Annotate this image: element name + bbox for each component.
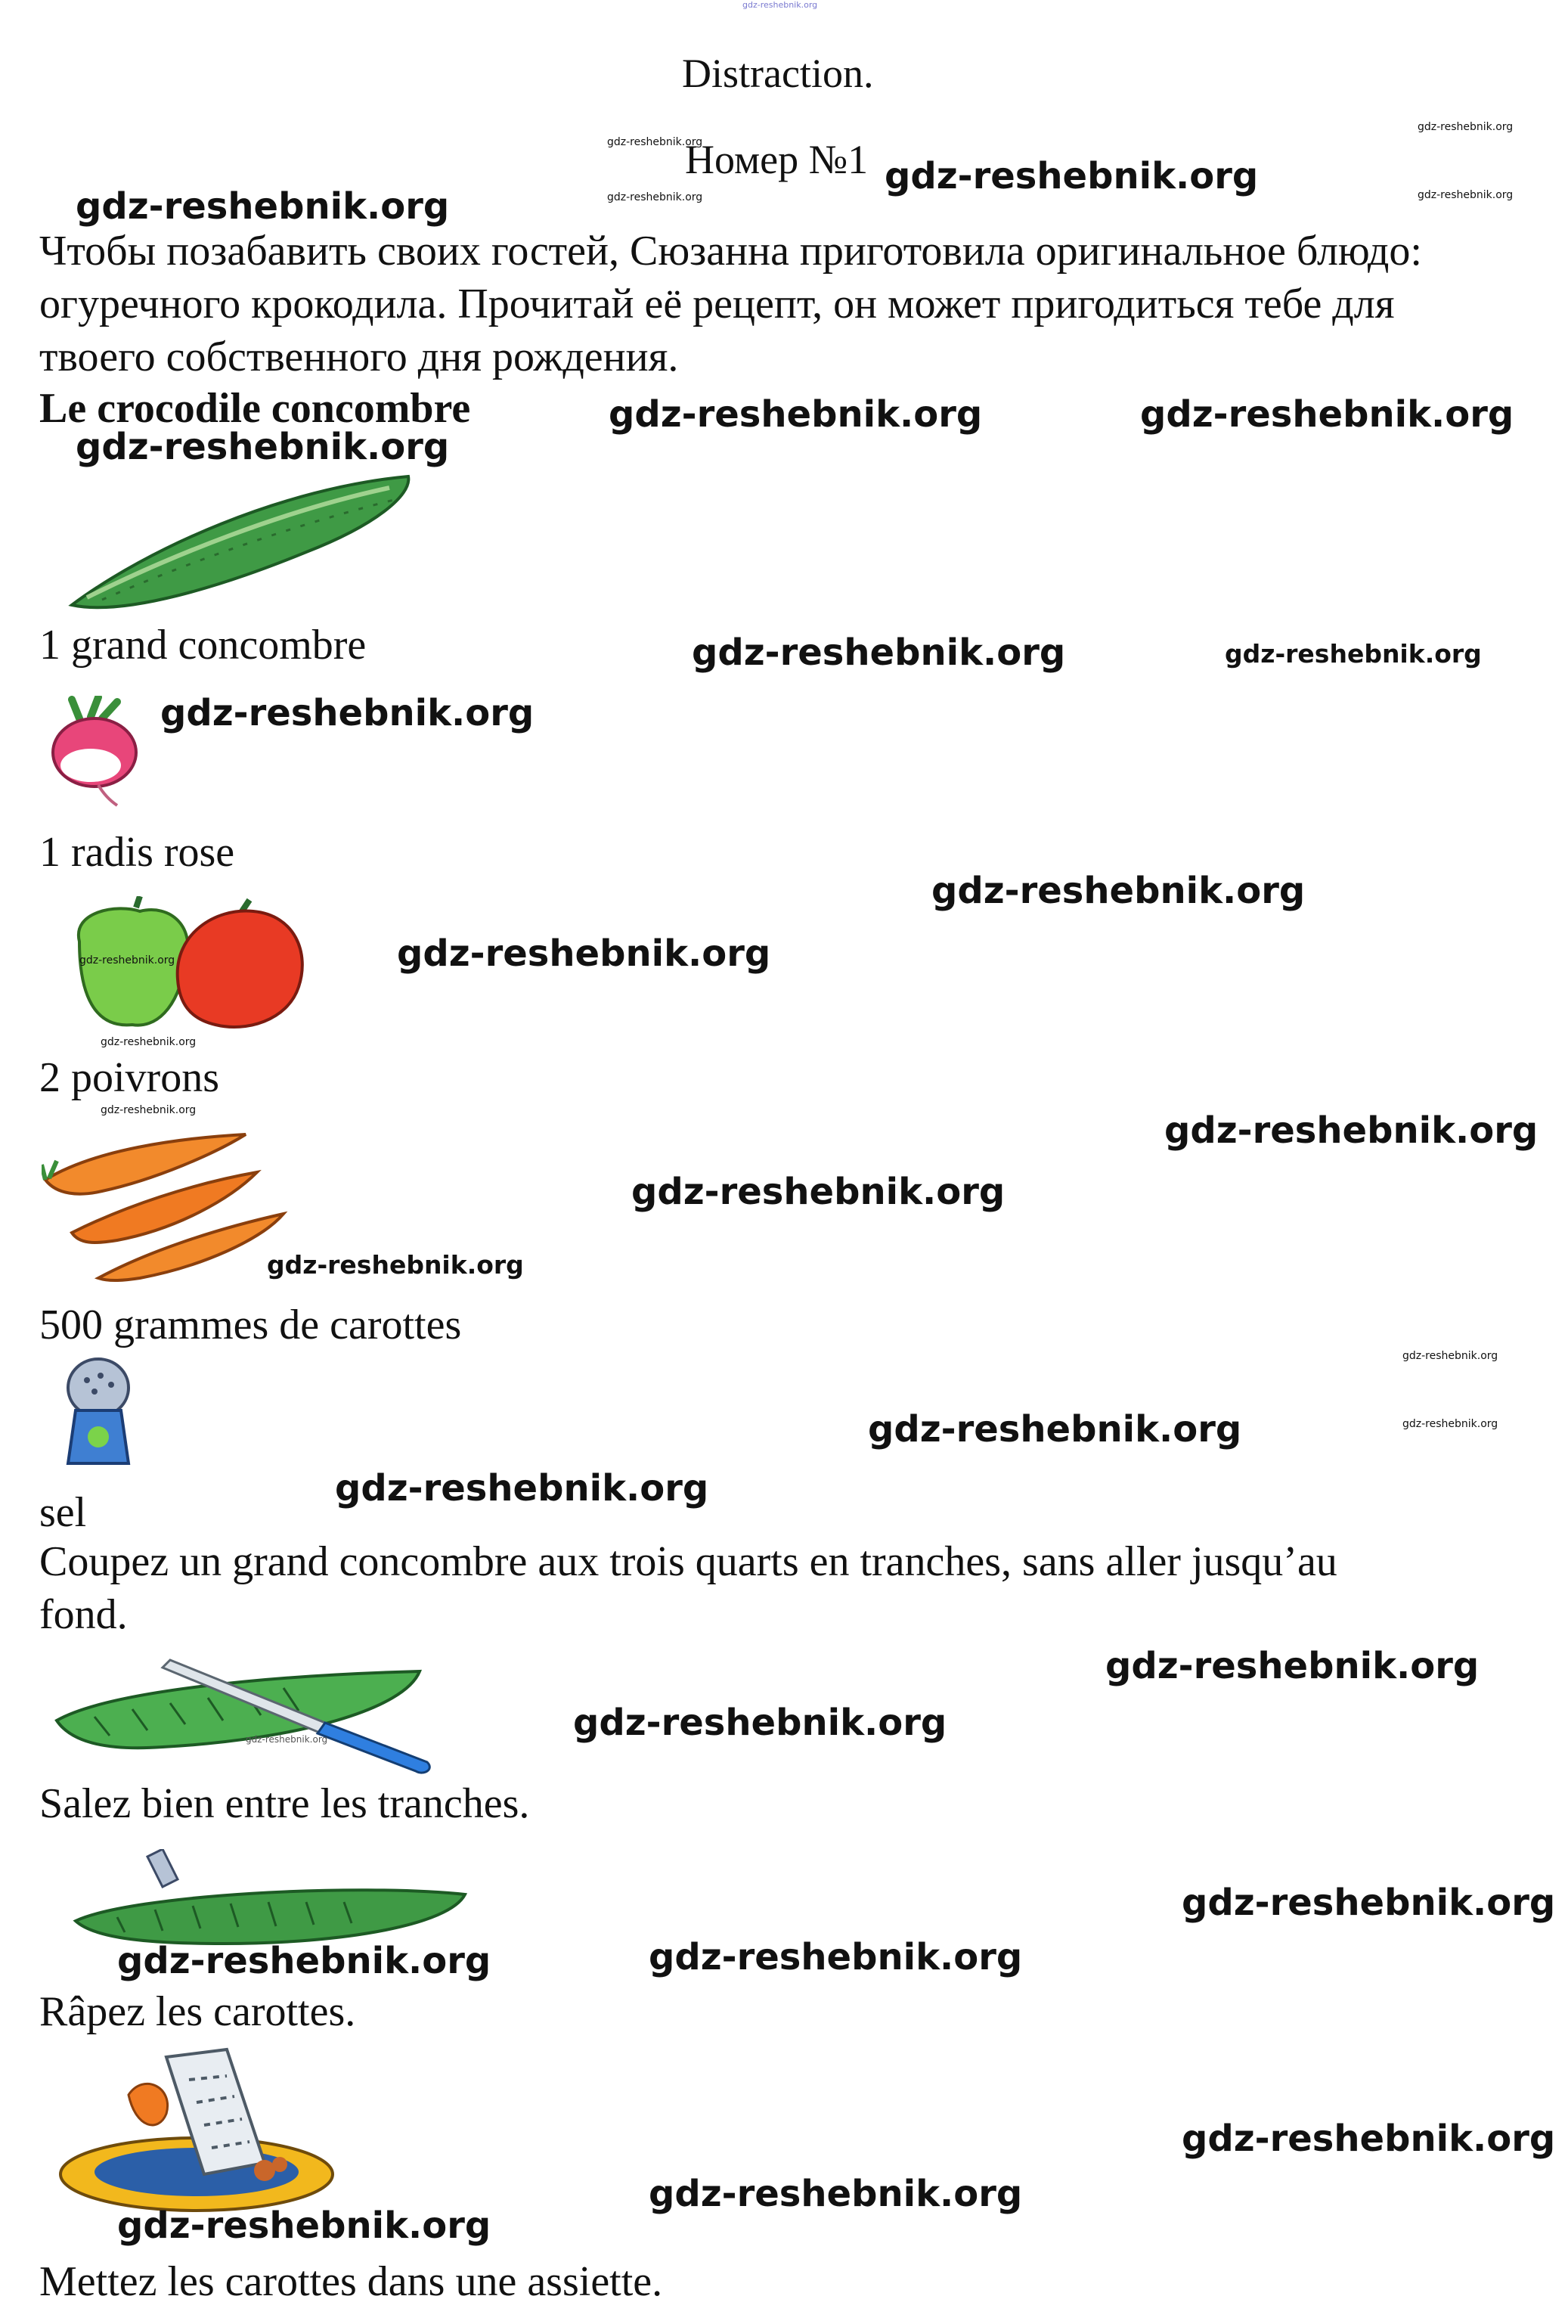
- ingredient-label: sel: [39, 1489, 87, 1536]
- watermark: gdz-reshebnik.org: [573, 1702, 947, 1744]
- cucumber-icon: [57, 465, 420, 616]
- watermark: gdz-reshebnik.org: [607, 136, 703, 148]
- watermark: gdz-reshebnik.org: [101, 1036, 197, 1048]
- salt-shaker-icon: [57, 1357, 140, 1471]
- ingredient-label: 2 poivrons: [39, 1054, 219, 1101]
- watermark: gdz-reshebnik.org: [1402, 1418, 1498, 1430]
- watermark: gdz-reshebnik.org: [76, 426, 450, 468]
- page-title: Distraction.: [682, 51, 874, 96]
- grater-icon: [53, 2042, 340, 2216]
- watermark: gdz-reshebnik.org: [101, 1104, 197, 1116]
- salted-cucumber-icon: [72, 1849, 473, 1947]
- watermark: gdz-reshebnik.org: [1105, 1645, 1480, 1687]
- knife-cucumber-icon: [49, 1649, 442, 1777]
- watermark: gdz-reshebnik.org: [117, 1940, 491, 1982]
- radish-icon: [45, 696, 151, 809]
- watermark: gdz-reshebnik.org: [931, 870, 1306, 912]
- step-line: Râpez les carottes.: [39, 1988, 356, 2035]
- watermark: gdz-reshebnik.org: [607, 191, 703, 203]
- watermark: gdz-reshebnik.org: [117, 2205, 491, 2247]
- watermark: gdz-reshebnik.org: [868, 1408, 1242, 1451]
- ingredient-label: 1 grand concombre: [39, 622, 367, 669]
- watermark: gdz-reshebnik.org: [1182, 1882, 1556, 1924]
- watermark: gdz-reshebnik.org: [1164, 1109, 1539, 1152]
- intro-line-3: твоего собственного дня рождения.: [39, 334, 679, 380]
- intro-line-1: Чтобы позабавить своих гостей, Сюзанна приготовила оригинальное блюдо:: [39, 228, 1422, 275]
- watermark: gdz-reshebnik.org: [1418, 189, 1514, 201]
- top-watermark: gdz-reshebnik.org: [742, 0, 818, 10]
- watermark: gdz-reshebnik.org: [335, 1467, 709, 1510]
- watermark: gdz-reshebnik.org: [649, 2173, 1023, 2215]
- step-line: Salez bien entre les tranches.: [39, 1780, 530, 1827]
- ingredient-label: 500 grammes de carottes: [39, 1302, 462, 1348]
- step-line: Mettez les carottes dans une assiette.: [39, 2258, 663, 2305]
- intro-line-2: огуречного крокодила. Прочитай её рецепт, он может пригодиться тебе для: [39, 281, 1395, 327]
- carrots-icon: [42, 1119, 299, 1286]
- watermark: gdz-reshebnik.org: [1182, 2118, 1556, 2160]
- watermark: gdz-reshebnik.org: [267, 1250, 524, 1280]
- watermark: gdz-reshebnik.org: [1402, 1350, 1498, 1362]
- watermark: gdz-reshebnik.org: [649, 1936, 1023, 1978]
- watermark: gdz-reshebnik.org: [1225, 639, 1482, 669]
- watermark: gdz-reshebnik.org: [79, 954, 175, 967]
- step-line: fond.: [39, 1591, 128, 1638]
- watermark: gdz-reshebnik.org: [631, 1171, 1006, 1213]
- recipe-title: Le crocodile concombre: [39, 385, 471, 432]
- watermark: gdz-reshebnik.org: [246, 1734, 328, 1745]
- watermark: gdz-reshebnik.org: [1418, 121, 1514, 133]
- watermark: gdz-reshebnik.org: [609, 393, 983, 436]
- watermark: gdz-reshebnik.org: [160, 692, 535, 734]
- watermark: gdz-reshebnik.org: [76, 185, 450, 228]
- watermark: gdz-reshebnik.org: [692, 631, 1066, 674]
- watermark: gdz-reshebnik.org: [397, 932, 771, 975]
- watermark: gdz-reshebnik.org: [885, 155, 1259, 197]
- watermark: gdz-reshebnik.org: [1140, 393, 1514, 436]
- ingredient-label: 1 radis rose: [39, 829, 235, 876]
- exercise-number: Номер №1: [685, 137, 869, 182]
- step-line: Coupez un grand concombre aux trois quarts en tranches, sans aller jusqu’au: [39, 1538, 1337, 1585]
